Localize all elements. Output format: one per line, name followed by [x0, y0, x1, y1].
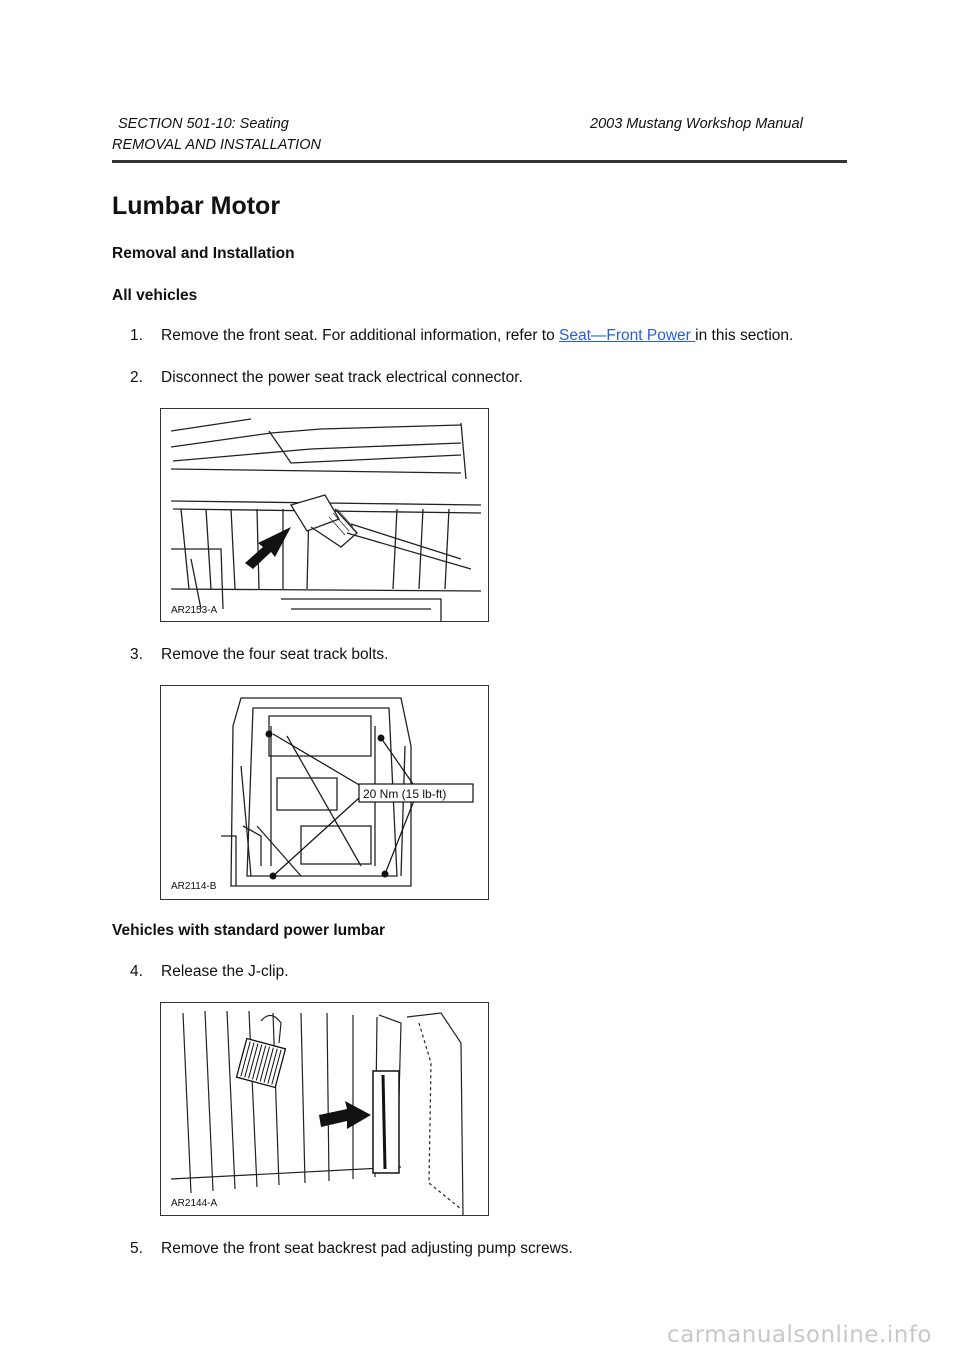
step-text: Remove the front seat backrest pad adjusting pump screws.	[161, 1240, 573, 1257]
arrow-icon	[245, 527, 291, 569]
figure-seat-track-bolts	[160, 685, 489, 900]
step-text: Remove the front seat. For additional information, refer to	[161, 327, 560, 344]
figure-connector	[160, 408, 489, 622]
seat-track-illustration	[161, 686, 488, 899]
figure-j-clip	[160, 1002, 489, 1216]
heading-all-vehicles: All vehicles	[112, 287, 198, 304]
step-number: 4.	[130, 963, 143, 980]
step-number: 2.	[130, 369, 143, 386]
step-5	[130, 1240, 573, 1258]
figure-id: AR2153-A	[171, 605, 218, 616]
header-subtitle: REMOVAL AND INSTALLATION	[112, 137, 321, 153]
heading-standard-lumbar: Vehicles with standard power lumbar	[112, 922, 386, 939]
seat-front-power-link[interactable]: Seat—Front Power	[559, 327, 696, 344]
figure-id: AR2114-B	[171, 881, 217, 892]
step-text: Remove the four seat track bolts.	[161, 646, 389, 663]
torque-callout: 20 Nm (15 lb-ft)	[363, 787, 447, 801]
heading-removal: Removal and Installation	[112, 245, 295, 262]
step-4	[130, 963, 289, 981]
connector-illustration	[161, 409, 488, 621]
j-clip-illustration	[161, 1003, 488, 1215]
header-section: SECTION 501-10: Seating	[118, 116, 289, 132]
step-text-tail: in this section.	[695, 327, 794, 344]
step-number: 1.	[130, 327, 143, 344]
figure-id: AR2144-A	[171, 1198, 218, 1209]
header-rule	[112, 160, 847, 163]
step-text: Release the J-clip.	[161, 963, 289, 980]
step-number: 3.	[130, 646, 143, 663]
page-title: Lumbar Motor	[112, 192, 281, 220]
step-1	[130, 327, 793, 345]
watermark: carmanualsonline.info	[666, 1322, 932, 1348]
header-manual-title: 2003 Mustang Workshop Manual	[590, 116, 803, 132]
step-2	[130, 369, 523, 387]
step-3	[130, 646, 388, 664]
step-text: Disconnect the power seat track electrical connector.	[161, 369, 523, 386]
step-number: 5.	[130, 1240, 143, 1257]
arrow-icon	[319, 1101, 371, 1129]
